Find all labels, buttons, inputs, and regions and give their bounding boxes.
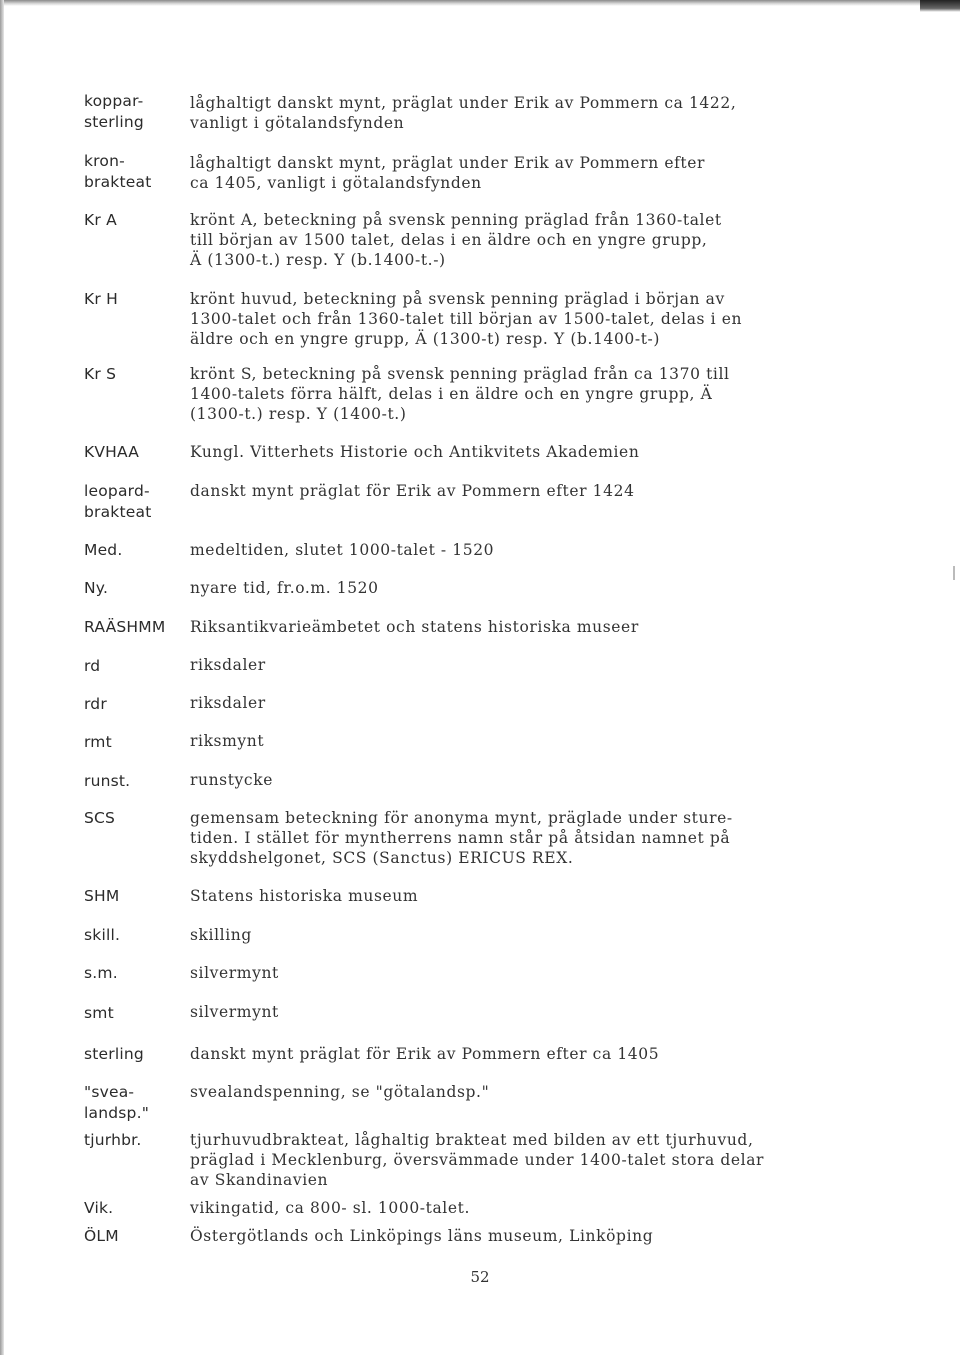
glossary-term: Kr S [84, 365, 117, 383]
definition-line: Östergötlands och Linköpings läns museum, Linköping [190, 1227, 654, 1245]
definition-line: låghaltigt danskt mynt, präglat under Erik av Pommern ca 1422, [190, 94, 737, 112]
definition-line: Ä (1300-t.) resp. Y (b.1400-t.-) [190, 251, 446, 269]
definition-line: till början av 1500 talet, delas i en äldre och en yngre grupp, [190, 231, 708, 249]
glossary-definition [190, 1002, 830, 1022]
glossary-definition [190, 481, 830, 501]
glossary-definition [190, 770, 830, 790]
definition-line: 1300-talet och från 1360-talet till början av 1500-talet, delas i en [190, 310, 743, 328]
glossary-term: runst. [84, 772, 131, 790]
definition-line: runstycke [190, 771, 273, 789]
definition-line: riksmynt [190, 732, 265, 750]
definition-line: tiden. I stället för myntherrens namn står på åtsidan namnet på [190, 829, 731, 847]
glossary-definition [190, 655, 830, 675]
glossary-term: rmt [84, 733, 112, 751]
glossary-term: skill. [84, 926, 121, 944]
margin-mark [953, 566, 955, 580]
glossary-term: rdr [84, 695, 107, 713]
scan-edge-top [0, 0, 960, 6]
glossary-term: s.m. [84, 964, 118, 982]
glossary-term: "svea- landsp." [84, 1083, 150, 1122]
definition-line: krönt A, beteckning på svensk penning präglad från 1360-talet [190, 211, 722, 229]
glossary-term: rd [84, 657, 101, 675]
glossary-definition [190, 1226, 830, 1246]
glossary-definition [190, 1198, 830, 1218]
definition-line: krönt huvud, beteckning på svensk penning präglad i början av [190, 290, 725, 308]
glossary-definition [190, 617, 830, 637]
glossary-term: Kr H [84, 290, 118, 308]
glossary-definition [190, 442, 830, 462]
glossary-term: Kr A [84, 211, 117, 229]
glossary-term: leopard- brakteat [84, 482, 152, 521]
glossary-term: sterling [84, 1045, 144, 1063]
definition-line: tjurhuvudbrakteat, låghaltig brakteat med bilden av ett tjurhuvud, [190, 1131, 754, 1149]
definition-line: äldre och en yngre grupp, Ä (1300-t) resp. Y (b.1400-t-) [190, 330, 661, 348]
definition-line: av Skandinavien [190, 1171, 329, 1189]
glossary-definition [190, 1082, 830, 1102]
definition-line: låghaltigt danskt mynt, präglat under Erik av Pommern efter [190, 154, 706, 172]
glossary-term: ÖLM [84, 1227, 119, 1245]
definition-line: silvermynt [190, 964, 279, 982]
definition-line: ca 1405, vanligt i götalandsfynden [190, 174, 482, 192]
definition-line: Kungl. Vitterhets Historie och Antikvitets Akademien [190, 443, 640, 461]
glossary-definition [190, 578, 830, 598]
definition-line: riksdaler [190, 694, 266, 712]
glossary-definition [190, 289, 830, 349]
glossary-definition [190, 93, 830, 133]
definition-line: skilling [190, 926, 252, 944]
glossary-term: Vik. [84, 1199, 114, 1217]
glossary-definition [190, 886, 830, 906]
definition-line: gemensam beteckning för anonyma mynt, präglade under sture- [190, 809, 733, 827]
glossary-definition [190, 693, 830, 713]
definition-line: 1400-talets förra hälft, delas i en äldre och en yngre grupp, Ä [190, 385, 713, 403]
definition-line: vanligt i götalandsfynden [190, 114, 405, 132]
definition-line: silvermynt [190, 1003, 279, 1021]
glossary-definition [190, 731, 830, 751]
glossary-definition [190, 540, 830, 560]
definition-line: Statens historiska museum [190, 887, 419, 905]
scan-edge-left [0, 0, 4, 1355]
glossary-term: RAÄSHMM [84, 618, 166, 636]
glossary-definition [190, 963, 830, 983]
glossary-definition [190, 1130, 830, 1190]
definition-line: Riksantikvarieämbetet och statens historiska museer [190, 618, 639, 636]
definition-line: krönt S, beteckning på svensk penning präglad från ca 1370 till [190, 365, 730, 383]
definition-line: vikingatid, ca 800- sl. 1000-talet. [190, 1199, 470, 1217]
definition-line: riksdaler [190, 656, 266, 674]
glossary-term: Med. [84, 541, 123, 559]
glossary-term: KVHAA [84, 443, 140, 461]
glossary-term: SHM [84, 887, 120, 905]
scan-corner-shadow [920, 0, 960, 12]
glossary-term: SCS [84, 809, 116, 827]
definition-line: danskt mynt präglat för Erik av Pommern efter 1424 [190, 482, 635, 500]
glossary-definition [190, 925, 830, 945]
glossary-term: koppar- sterling [84, 92, 144, 131]
glossary-definition [190, 808, 830, 868]
definition-line: svealandspenning, se "götalandsp." [190, 1083, 490, 1101]
glossary-term: tjurhbr. [84, 1131, 142, 1149]
glossary-definition [190, 1044, 830, 1064]
glossary-term: kron- brakteat [84, 152, 152, 191]
page-number: 52 [470, 1268, 490, 1286]
definition-line: nyare tid, fr.o.m. 1520 [190, 579, 379, 597]
definition-line: skyddshelgonet, SCS (Sanctus) ERICUS REX. [190, 849, 574, 867]
glossary-term: Ny. [84, 579, 109, 597]
definition-line: medeltiden, slutet 1000-talet - 1520 [190, 541, 495, 559]
definition-line: danskt mynt präglat för Erik av Pommern efter ca 1405 [190, 1045, 660, 1063]
definition-line: präglad i Mecklenburg, översvämmade under 1400-talet stora delar [190, 1151, 765, 1169]
glossary-definition [190, 364, 830, 424]
definition-line: (1300-t.) resp. Y (1400-t.) [190, 405, 407, 423]
glossary-definition [190, 153, 830, 193]
glossary-term: smt [84, 1004, 114, 1022]
glossary-definition [190, 210, 830, 270]
